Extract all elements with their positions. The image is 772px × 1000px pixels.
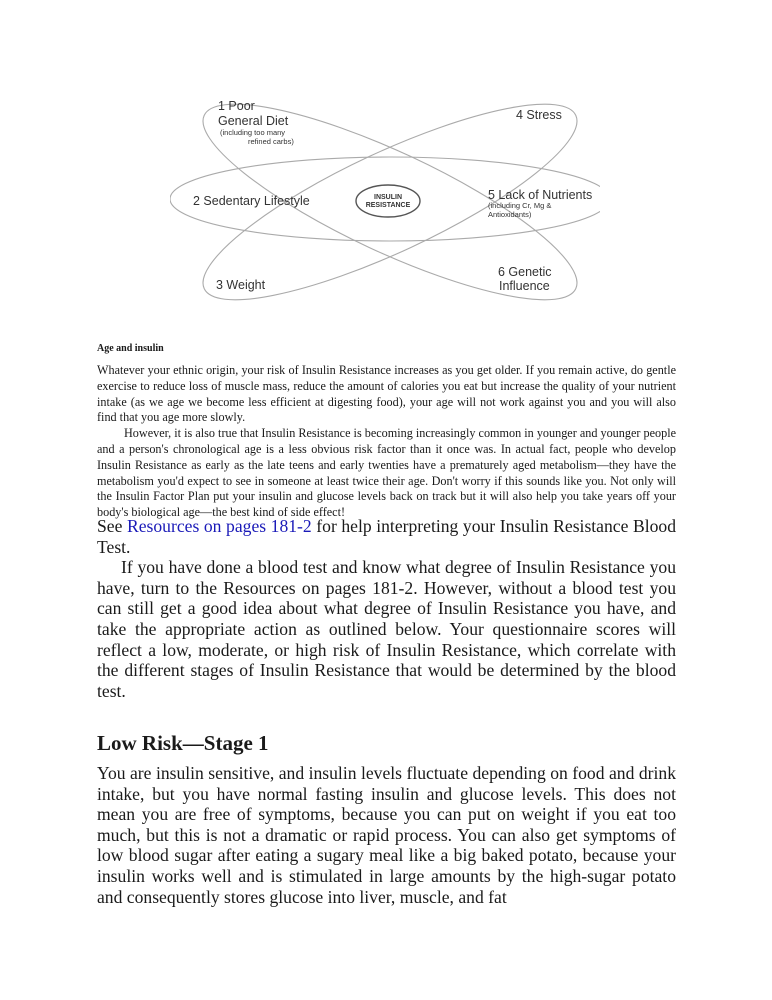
label-poor-diet-sub-2: refined carbs) — [248, 137, 294, 146]
label-weight: 3 Weight — [216, 278, 266, 292]
label-poor-diet-1: 1 Poor — [218, 99, 255, 113]
see-prefix: See — [97, 516, 127, 536]
label-poor-diet-sub-1: (including too many — [220, 128, 286, 137]
age-paragraph-2: However, it is also true that Insulin Resistance is becoming increasingly common in younger and younger people and a person's chronological age is a less obvious risk factor than it once was. In actual fact, people who develop Insulin Resistance as early as the late teens and early twenties have a prematurely aged metabolism—they have the metabolism you'd expect to see in someone at least twice their age. Don't worry if this sounds like you. Not only will the Insulin Factor Plan put your insulin and glucose levels back on track but it will also help you take years off your body's biological age—the best kind of side effect! — [97, 426, 676, 520]
label-sedentary: 2 Sedentary Lifestyle — [193, 194, 310, 208]
label-poor-diet-2: General Diet — [218, 114, 289, 128]
resources-link[interactable]: Resources on pages 181-2 — [126, 516, 312, 536]
low-risk-stage-1-heading: Low Risk—Stage 1 — [97, 731, 269, 755]
label-nutrients-sub-1: (including Cr, Mg & — [488, 201, 552, 210]
center-ellipse — [356, 185, 420, 217]
center-label-line1: INSULIN — [374, 194, 402, 201]
stage-1-section — [97, 763, 676, 907]
stage-1-paragraph: You are insulin sensitive, and insulin levels fluctuate depending on food and drink intake, but you have normal fasting insulin and glucose levels. This does not mean you are free of symptoms, because you can put on weight if you eat too much, but this is not a dramatic or rapid process. You can also get symptoms of low blood sugar after eating a sugary meal like a big baked potato, because your insulin works well and is stimulated in large amounts by the high-sugar potato and consequently stores glucose into liver, muscle, and fat — [97, 763, 676, 907]
age-paragraph-1: Whatever your ethnic origin, your risk of Insulin Resistance increases as you get older. If you remain active, do gentle exercise to reduce loss of muscle mass, reduce the amount of calories you eat but increase the quality of your nutrient intake (as we age we become less efficient at digesting food), your age will not work against you and you will also find that you age more slowly. — [97, 363, 676, 425]
blood-test-paragraph: If you have done a blood test and know what degree of Insulin Resistance you have, turn to the Resources on pages 181-2. However, without a blood test you can still get a good idea about what degree of Insulin Resistance you have, and take the appropriate action as outlined below. Your questionnaire scores will reflect a low, moderate, or high risk of Insulin Resistance, which correlate with the different stages of Insulin Resistance that would be determined by the blood test. — [97, 557, 676, 701]
age-and-insulin-heading: Age and insulin — [97, 343, 164, 354]
age-insulin-section — [97, 363, 676, 521]
center-label-line2: RESISTANCE — [365, 202, 411, 209]
label-genetic-1: 6 Genetic — [498, 265, 552, 279]
see-suffix: for help interpreting your Insulin Resistance Blood Test. — [97, 516, 676, 557]
blood-test-section — [97, 516, 676, 701]
label-nutrients-sub-2: Antioxidants) — [488, 210, 532, 219]
label-nutrients: 5 Lack of Nutrients — [488, 188, 593, 202]
insulin-resistance-diagram — [170, 85, 600, 320]
see-resources-line — [97, 516, 676, 557]
label-genetic-2: Influence — [499, 279, 550, 293]
label-stress: 4 Stress — [516, 108, 562, 122]
